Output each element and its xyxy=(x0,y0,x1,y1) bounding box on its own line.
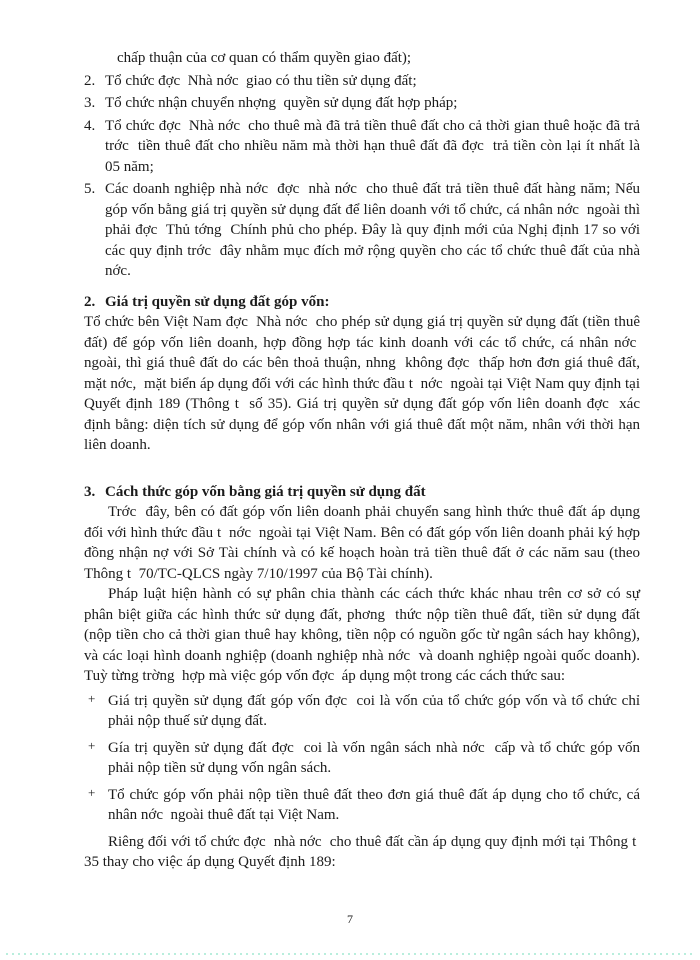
heading-number: 2. xyxy=(84,293,96,310)
page-number: 7 xyxy=(347,912,353,926)
plus-bullet-list xyxy=(84,691,640,826)
plus-marker: + xyxy=(88,690,96,706)
numbered-item-3 xyxy=(84,93,640,114)
heading-text: Cách thức góp vốn bằng giá trị quyền sử dụng đất xyxy=(105,483,426,500)
section-3-heading xyxy=(84,482,640,503)
section-3-paragraph-2: Pháp luật hiện hành có sự phân chia thành các cách thức khác nhau trên cơ sở có sự phân biệt giữa các hình thức sử dụng đất, phơng thức nộp tiền thuê đất, tiền sử dụng đất (nộp tiền cho cả thời gian thuê hay không, tiền nộp có nguồn gốc từ ngân sách hay không), và các loại hình doanh nghiệp (doanh nghiệp nhà nớc và doanh nghiệp ngoài quốc doanh). Tuỳ từng trờng hợp mà việc góp vốn đợc áp dụng một trong các cách thức sau: xyxy=(84,586,640,684)
plus-item-text: Tổ chức góp vốn phải nộp tiền thuê đất theo đơn giá thuê đất áp dụng cho tổ chức, cá nhân nớc ngoài thuê đất tại Việt Nam. xyxy=(108,786,640,823)
item-number: 4. xyxy=(84,117,96,134)
section-3-paragraph-1: Trớc đây, bên có đất góp vốn liên doanh phải chuyển sang hình thức thuê đất áp dụng đối với hình thức đầu t nớc ngoài tại Việt Nam. Bên có đất góp vốn liên doanh phải ký hợp đồng nhận nợ với Sở Tài chính và có kế hoạch hoàn trả tiền thuê đất ở các năm sau (theo Thông t 70/TC-QLCS ngày 7/10/1997 của Bộ Tài chính). xyxy=(84,504,640,582)
item-text: Tổ chức đợc Nhà nớc cho thuê mà đã trả tiền thuê đất cho cả thời gian thuê hoặc đã trả trớc tiền thuê đất cho nhiều năm mà thời hạn thuê đất đã đợc trả tiền còn lại ít nhất là 05 năm; xyxy=(105,117,640,175)
heading-number: 3. xyxy=(84,483,96,500)
plus-item-3 xyxy=(84,785,640,826)
heading-text: Giá trị quyền sử dụng đất góp vốn: xyxy=(105,293,330,310)
item-text: Các doanh nghiệp nhà nớc đợc nhà nớc cho thuê đất trả tiền thuê đất hàng năm; Nếu góp vốn bằng giá trị quyền sử dụng đất để liên doanh với tổ chức, cá nhân nớc ngoài thì phải đợc Thủ tớng Chính phủ cho phép. Đây là quy định mới của Nghị định 17 so với các quy định trớc đây nhằm mục đích mở rộng quyền cho các tổ chức thuê đất của nhà nớc. xyxy=(105,181,640,279)
section-2-heading xyxy=(84,292,640,313)
item-text: Tổ chức đợc Nhà nớc giao có thu tiền sử dụng đất; xyxy=(105,72,417,89)
closing-paragraph: Riêng đối với tổ chức đợc nhà nớc cho thuê đất cần áp dụng quy định mới tại Thông t 35 thay cho việc áp dụng Quyết định 189: xyxy=(84,833,640,870)
section-2-paragraph: Tổ chức bên Việt Nam đợc Nhà nớc cho phép sử dụng giá trị quyền sử dụng đất (tiền thuê đất) để góp vốn liên doanh, hợp đồng hợp tác kinh doanh với các tổ chức, cá nhân nớc ngoài, thì giá thuê đất do các bên thoả thuận, nhng không đợc thấp hơn đơn giá thuê đất, mặt nớc, mặt biển áp dụng đối với các hình thức đầu t nớc ngoài tại Việt Nam quy định tại Quyết định 189 (Thông t số 35). Giá trị quyền sử dụng đất góp vốn liên doanh đợc xác định bằng: diện tích sử dụng để góp vốn nhân với giá thuê đất một năm, nhân với thời hạn liên doanh. xyxy=(84,314,640,453)
item-number: 2. xyxy=(84,72,96,89)
footer-dotted-line xyxy=(6,953,694,955)
document-content xyxy=(84,48,640,873)
plus-marker: + xyxy=(88,737,96,753)
plus-item-1 xyxy=(84,691,640,732)
item-number: 3. xyxy=(84,95,96,111)
plus-item-text: Gía trị quyền sử dụng đất đợc coi là vốn ngân sách nhà nớc cấp và tổ chức góp vốn phải nộp tiền sử dụng vốn ngân sách. xyxy=(108,739,640,776)
plus-marker: + xyxy=(88,784,96,800)
numbered-item-5 xyxy=(84,179,640,282)
item-text: Tổ chức nhận chuyển nhợng quyền sử dụng đất hợp pháp; xyxy=(105,95,458,111)
item-number: 5. xyxy=(84,181,96,197)
item-1-continuation-text: chấp thuận của cơ quan có thẩm quyền giao đất); xyxy=(117,50,412,66)
plus-item-2 xyxy=(84,738,640,779)
numbered-item-2 xyxy=(84,71,640,92)
numbered-item-4 xyxy=(84,116,640,178)
plus-item-text: Giá trị quyền sử dụng đất góp vốn đợc coi là vốn của tổ chức góp vốn và tổ chức chỉ phải nộp thuế sử dụng đất. xyxy=(108,692,640,729)
